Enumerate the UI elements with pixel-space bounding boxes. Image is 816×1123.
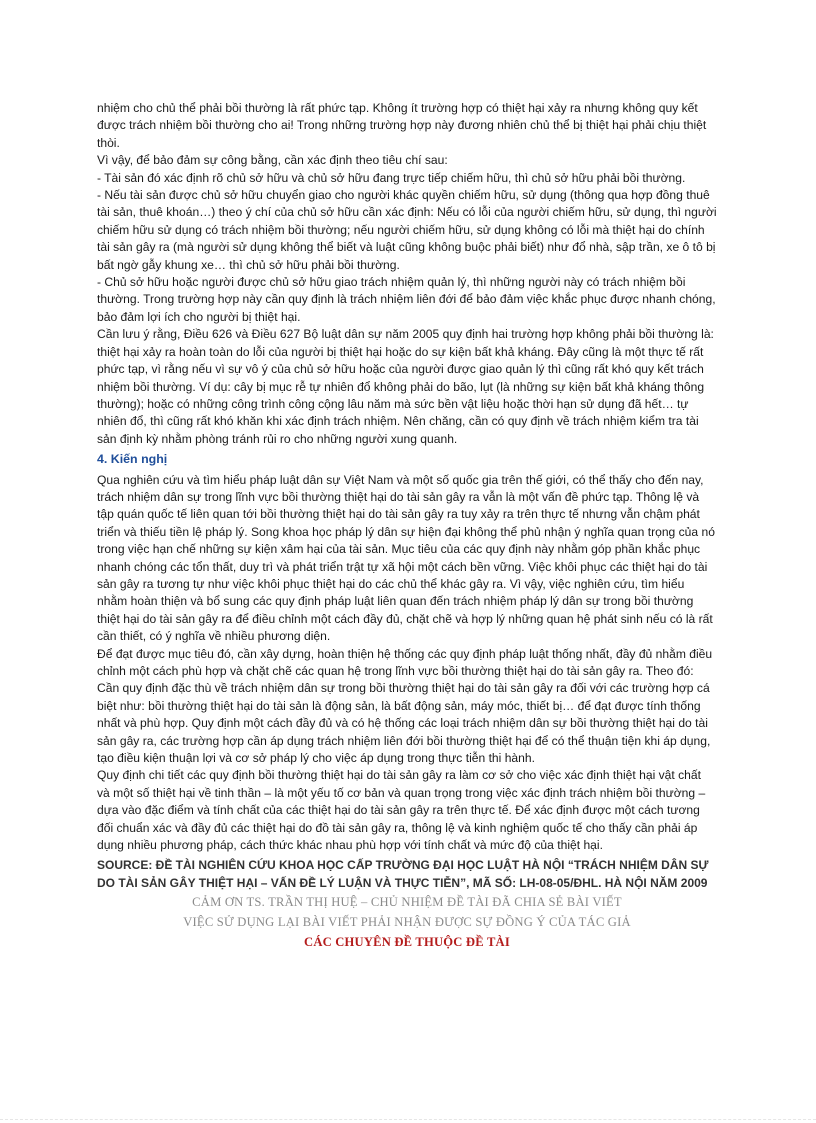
paragraph: Để đạt được mục tiêu đó, cần xây dựng, hoàn thiện hệ thống các quy định pháp luật thống nhất, đầy đủ nhằm điều chỉnh một cách phù hợp và chặt chẽ các quan hệ trong lĩnh vực bồi thường thiệt hại do tài sản gây ra. Theo đó: Cần quy định đặc thù về trách nhiệm dân sự trong bồi thường thiệt hại do tài sản gây ra đối với các trường hợp cá biệt như: bồi thường thiệt hại do tài sản là động sản, là bất động sản, máy móc, thiết bị… để đạt được tính thống nhất và phù hợp. Quy định một cách đầy đủ và có hệ thống các loại trách nhiệm dân sự bồi thường thiệt hại do tài sản gây ra, các trường hợp cần áp dụng trách nhiệm liên đới bồi thường thiệt hại để có thể thuận tiện khi áp dụng, tạo điều kiện thuận lợi và cơ sở pháp lý cho việc áp dụng trong thực tiễn thi hành. [97,646,713,766]
bullet-item: - Nếu tài sản được chủ sở hữu chuyển giao cho người khác quyền chiếm hữu, sử dụng (thông qua hợp đồng thuê tài sản, thuê khoán…) theo ý chí của chủ sở hữu cần xác định: Nếu có lỗi của người chiếm hữu, sử dụng, thì người chiếm hữu sử dụng có trách nhiệm bồi thường; nếu người chiếm hữu, sử dụng không có lỗi mà thiệt hại do chính tài sản gây ra (mà người sử dụng không thể biết và luật cũng không buộc phải biết) như đổ nhà, sập trần, xe ô tô bị bất ngờ gẫy khung xe… thì chủ sở hữu phải bồi thường. [97,188,717,272]
paragraph: nhiệm cho chủ thể phải bồi thường là rất phức tạp. Không ít trường hợp có thiệt hại xảy ra nhưng không quy kết được trách nhiệm bồi thường cho ai! Trong những trường hợp này đương nhiên chủ thể bị thiệt hại phải chịu thiệt thòi. [97,101,707,150]
paragraph: Quy định chi tiết các quy định bồi thường thiệt hại do tài sản gây ra làm cơ sở cho việc xác định thiệt hại vật chất và một số thiệt hại về tinh thần – là một yếu tố cơ bản và quan trọng trong việc xác định trách nhiệm bồi thường – dựa vào đặc điểm và tính chất của các thiệt hại do tài sản gây ra trên thực tế. Để xác định được một cách tương đối chuẩn xác và đầy đủ các thiệt hại do đồ tài sản gây ra, thông lệ và kinh nghiệm quốc tế cho thấy cần phải áp dụng nhiều phương pháp, cách thức khác nhau phù hợp với tính chất và mức độ của thiệt hại. [97,768,706,853]
related-topics-link[interactable]: CÁC CHUYÊN ĐỀ THUỘC ĐỀ TÀI [304,935,510,950]
bullet-item: - Chủ sở hữu hoặc người được chủ sở hữu giao trách nhiệm quản lý, thì những người này có trách nhiệm bồi thường. Trong trường hợp này cần quy định là trách nhiệm liên đới để bảo đảm việc khắc phục được nhanh chóng, bảo đảm lợi ích cho người bị thiệt hại. [97,275,716,324]
paragraph: Cần lưu ý rằng, Điều 626 và Điều 627 Bộ luật dân sự năm 2005 quy định hai trường hợp không phải bồi thường là: thiệt hại xảy ra hoàn toàn do lỗi của người bị thiệt hại hoặc do sự kiện bất khả kháng. Đây cũng là một thực tế rất phức tạp, vì rằng nếu vì sự vô ý của chủ sở hữu hoặc của người được giao quản lý thì cũng rất khó quy kết trách nhiệm bồi thường. Ví dụ: cây bị mục rễ tự nhiên đổ không phải do bão, lụt (là những sự kiện bất khả kháng thông thường); hoặc có những công trình công cộng lâu năm mà sức bền vật liệu hoặc thời hạn sử dụng đã hết… tự nhiên đổ, thì cũng rất khó khăn khi xác định trách nhiệm. Nên chăng, cần có quy định về trách nhiệm kiểm tra tài sản định kỳ nhằm phòng tránh rủi ro cho những người xung quanh. [97,327,714,446]
section-heading: 4. Kiến nghị [97,452,168,467]
paragraph: Qua nghiên cứu và tìm hiểu pháp luật dân sự Việt Nam và một số quốc gia trên thế giới, có thể thấy cho đến nay, trách nhiệm dân sự trong lĩnh vực bồi thường thiệt hại do tài sản gây ra vẫn là một vấn đề phức tạp. Thông lệ và tập quán quốc tế liên quan tới bồi thường thiệt hại do tài sản gây ra tuy xảy ra trên thực tế nhưng vẫn chậm phát triển và thiếu tiền lệ pháp lý. Song khoa học pháp lý dân sự hiện đại không thể phủ nhận ý nghĩa quan trọng của nó trong việc hạn chế những sự kiện xâm hại của tài sản. Mục tiêu của các quy định này nhằm góp phần khắc phục nhanh chóng các tổn thất, duy trì và phát triển trật tự xã hội một cách bền vững. Việc khôi phục các thiệt hại do tài sản gây ra tương tự như việc khôi phục thiệt hại do các chủ thể khác gây ra. Vì vậy, việc nghiên cứu, tìm hiểu nhằm hoàn thiện và bổ sung các quy định pháp luật liên quan đến trách nhiệm pháp lý dân sự trong bồi thường thiệt hại do tài sản gây ra để điều chỉnh một cách đầy đủ, chặt chẽ và hợp lý những quan hệ phát sinh nếu có là rất cần thiết, có ý nghĩa về nhiều phương diện. [97,472,715,644]
source-citation: SOURCE: ĐỀ TÀI NGHIÊN CỨU KHOA HỌC CẤP TRƯỜNG ĐẠI HỌC LUẬT HÀ NỘI “TRÁCH NHIỆM DÂN SỰ DO TÀI SẢN GÂY THIỆT HẠI – VẤN ĐỀ LÝ LUẬN VÀ THỰC TIỄN”, MÃ SỐ: LH-08-05/ĐHL. HÀ NỘI NĂM 2009 [97,858,709,891]
document-page [97,100,717,952]
credit-line: VIỆC SỬ DỤNG LẠI BÀI VIẾT PHẢI NHẬN ĐƯỢC SỰ ĐỒNG Ý CỦA TÁC GIẢ [183,915,631,930]
bullet-item: - Tài sản đó xác định rõ chủ sở hữu và chủ sở hữu đang trực tiếp chiếm hữu, thì chủ sở hữu phải bồi thường. [97,170,686,185]
page-bottom-divider [0,1119,816,1120]
credit-line: CẢM ƠN TS. TRẦN THỊ HUỆ – CHỦ NHIỆM ĐỀ TÀI ĐÃ CHIA SẺ BÀI VIẾT [192,895,622,910]
paragraph: Vì vậy, để bảo đảm sự công bằng, cần xác định theo tiêu chí sau: [97,153,448,168]
credits-block [97,892,717,952]
